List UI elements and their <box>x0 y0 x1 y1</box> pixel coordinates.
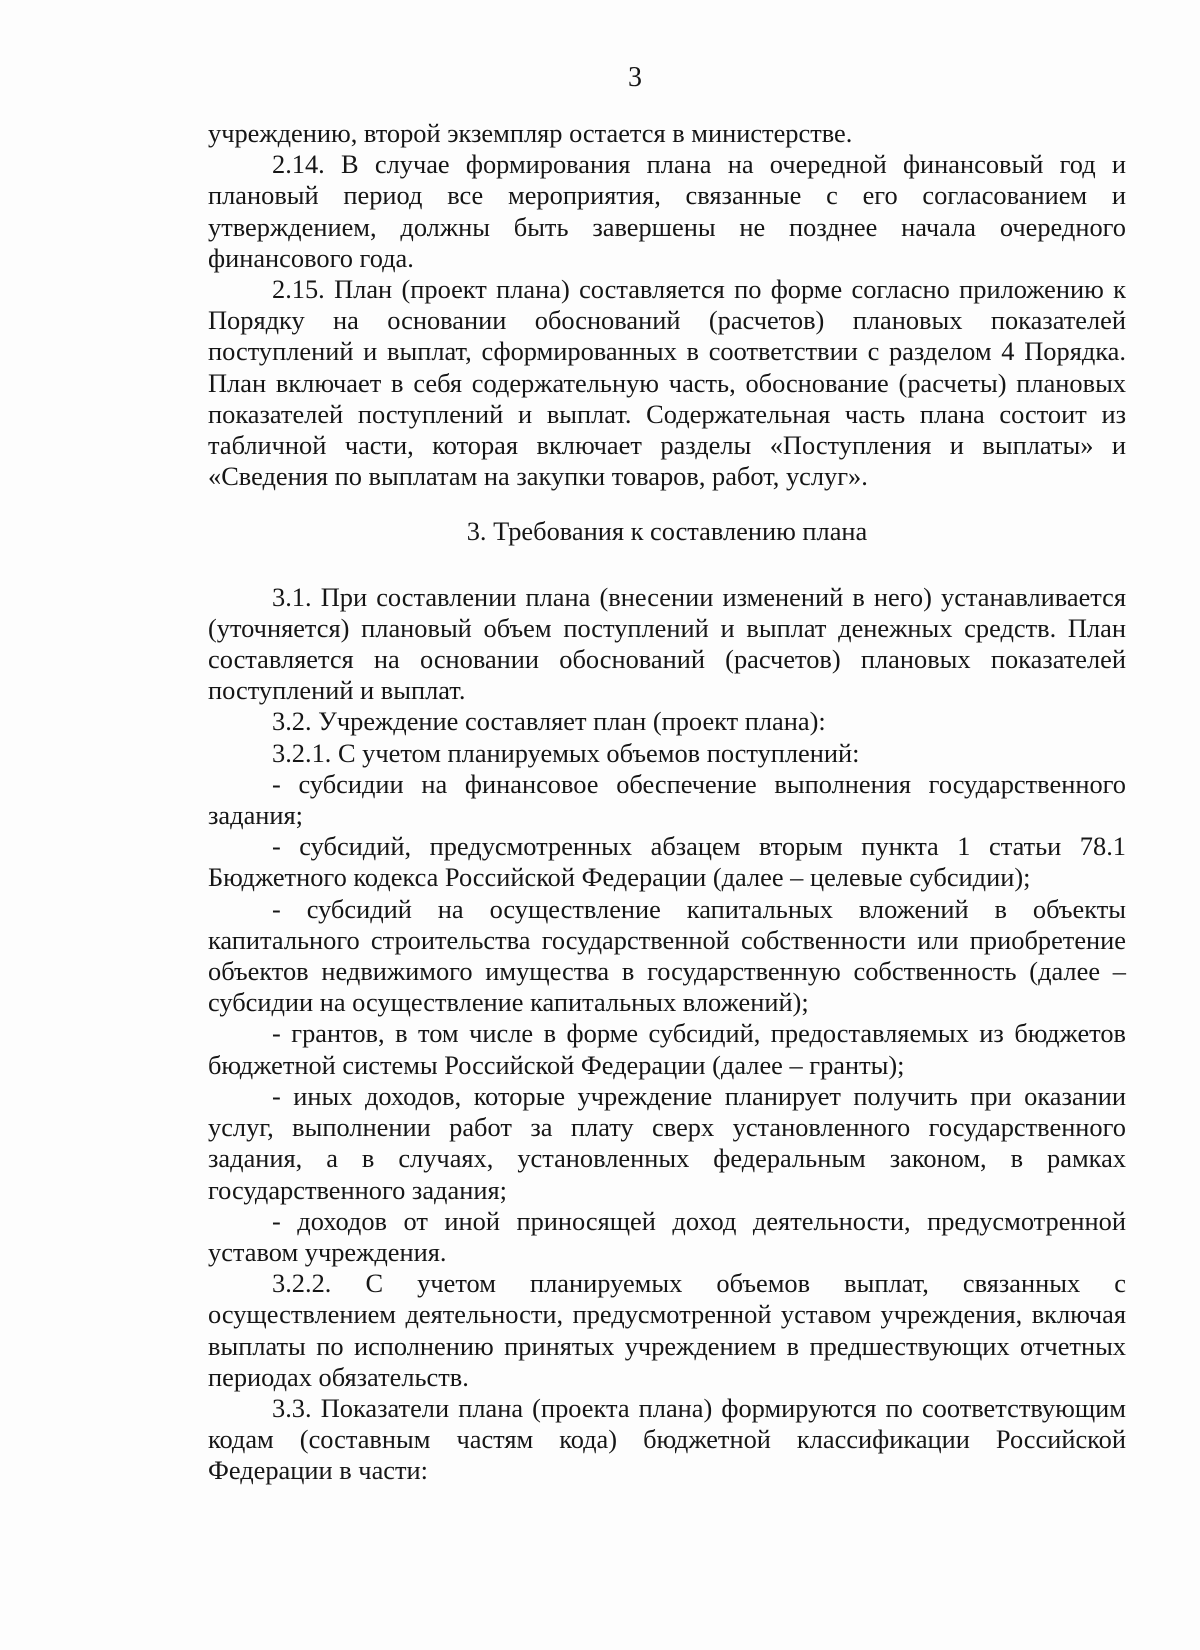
list-item-grants: - грантов, в том числе в форме субсидий, предоставляемых из бюджетов бюджетной системы Российской Федерации (далее – гранты); <box>208 1018 1126 1080</box>
document-body <box>208 118 1126 1487</box>
list-item-other-income: - иных доходов, которые учреждение планирует получить при оказании услуг, выполнении работ за плату сверх установленного государственного задания, а в случаях, установленных федеральным законом, в рамках государственного задания; <box>208 1080 1126 1205</box>
page-number: 3 <box>628 62 642 93</box>
paragraph-2-14: 2.14. В случае формирования плана на очередной финансовый год и плановый период все мероприятия, связанные с его согласованием и утверждением, должны быть завершены не позднее начала очередного финансового года. <box>208 149 1126 273</box>
list-item-income-generating: - доходов от иной приносящей доход деятельности, предусмотренной уставом учреждения. <box>208 1205 1126 1267</box>
list-item-subsidy-state-task: - субсидии на финансовое обеспечение выполнения государственного задания; <box>208 768 1126 831</box>
paragraph-3-2-2: 3.2.2. С учетом планируемых объемов выплат, связанных с осуществлением деятельности, предусмотренной уставом учреждения, включая выплаты по исполнению принятых учреждением в предшествующих отчетных периодах обязательств. <box>208 1268 1126 1392</box>
paragraph-2-15: 2.15. План (проект плана) составляется по форме согласно приложению к Порядку на основании обоснований (расчетов) плановых показателей поступлений и выплат, сформированных в соответствии с разделом 4 Порядка. План включает в себя содержательную часть, обоснование (расчеты) плановых показателей поступлений и выплат. Содержательная часть плана состоит из табличной части, которая включает разделы «Поступления и выплаты» и «Сведения по выплатам на закупки товаров, работ, услуг». <box>208 274 1126 492</box>
paragraph-3-3: 3.3. Показатели плана (проекта плана) формируются по соответствующим кодам (составным частям кода) бюджетной классификации Российской Федерации в части: <box>208 1392 1126 1486</box>
paragraph-3-2-1: 3.2.1. С учетом планируемых объемов поступлений: <box>272 737 860 768</box>
paragraph-3-1: 3.1. При составлении плана (внесении изменений в него) устанавливается (уточняется) плановый объем поступлений и выплат денежных средств. План составляется на основании обоснований (расчетов) плановых показателей поступлений и выплат. <box>208 581 1126 706</box>
list-item-target-subsidies: - субсидий, предусмотренных абзацем вторым пункта 1 статьи 78.1 Бюджетного кодекса Российской Федерации (далее – целевые субсидии); <box>208 831 1126 893</box>
section-title: 3. Требования к составлению плана <box>466 516 868 547</box>
paragraph-continuation: учреждению, второй экземпляр остается в министерстве. <box>208 118 853 148</box>
list-item-capital-investment: - субсидий на осуществление капитальных вложений в объекты капитального строительства государственной собственности или приобретение объектов недвижимого имущества в государственную собственность (далее – субсидии на осуществление капитальных вложений); <box>208 893 1126 1018</box>
paragraph-3-2: 3.2. Учреждение составляет план (проект плана): <box>272 706 826 737</box>
